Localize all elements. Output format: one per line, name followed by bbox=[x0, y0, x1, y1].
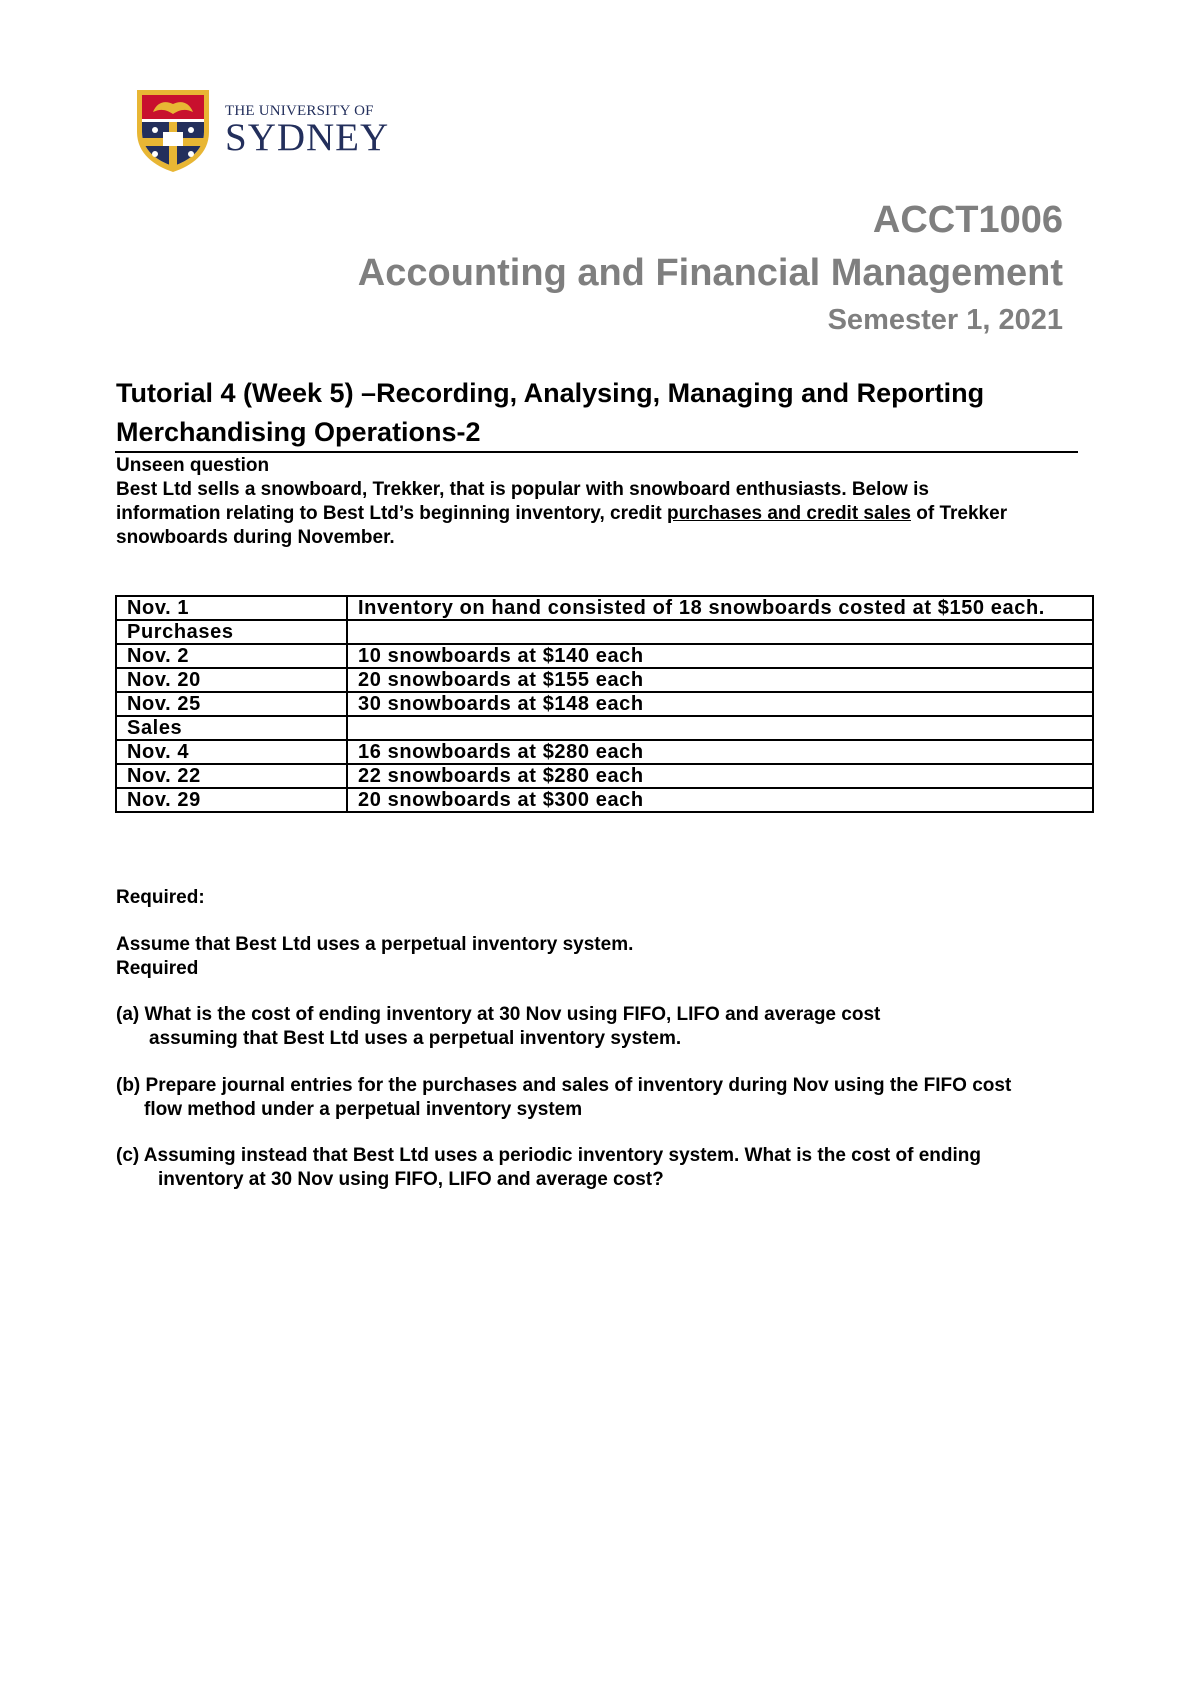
intro-paragraph bbox=[116, 454, 1076, 550]
semester: Semester 1, 2021 bbox=[827, 304, 1063, 336]
table-row bbox=[116, 788, 1093, 812]
table-cell-detail: Inventory on hand consisted of 18 snowboards costed at $150 each. bbox=[347, 596, 1093, 620]
table-row bbox=[116, 692, 1093, 716]
table-cell-date: Purchases bbox=[116, 620, 347, 644]
table-cell-detail: 30 snowboards at $148 each bbox=[347, 692, 1093, 716]
table-row bbox=[116, 740, 1093, 764]
question-a-line2: assuming that Best Ltd uses a perpetual inventory system. bbox=[149, 1028, 682, 1049]
intro-label: Unseen question bbox=[116, 455, 270, 476]
intro-line2-before: information relating to Best Ltd’s beginning inventory, credit bbox=[116, 503, 668, 524]
intro-line2 bbox=[116, 502, 1076, 526]
title-divider bbox=[115, 451, 1078, 453]
table-cell-detail: 16 snowboards at $280 each bbox=[347, 740, 1093, 764]
table-cell-detail: 20 snowboards at $155 each bbox=[347, 668, 1093, 692]
question-a-line1: (a) What is the cost of ending inventory at 30 Nov using FIFO, LIFO and average cost bbox=[116, 1004, 881, 1025]
table-row bbox=[116, 620, 1093, 644]
table-cell-date: Nov. 1 bbox=[116, 596, 347, 620]
intro-line3: snowboards during November. bbox=[116, 527, 395, 548]
table-row bbox=[116, 764, 1093, 788]
table-row bbox=[116, 668, 1093, 692]
question-b-line2: flow method under a perpetual inventory system bbox=[144, 1099, 583, 1120]
tutorial-title-line1: Tutorial 4 (Week 5) –Recording, Analysing, Managing and Reporting bbox=[116, 378, 985, 408]
course-code: ACCT1006 bbox=[872, 199, 1063, 241]
intro-underlined-text: purchases and credit sales bbox=[667, 503, 911, 524]
table-cell-date: Sales bbox=[116, 716, 347, 740]
table-cell-date: Nov. 20 bbox=[116, 668, 347, 692]
intro-line2-after: of Trekker bbox=[910, 503, 1008, 524]
logo-small-text: THE UNIVERSITY OF bbox=[225, 103, 374, 119]
question-b bbox=[116, 1074, 1011, 1122]
required-label: Required bbox=[116, 958, 199, 979]
table-cell-detail bbox=[347, 620, 1093, 644]
question-b-line1: (b) Prepare journal entries for the purchases and sales of inventory during Nov using the FIFO cost bbox=[116, 1075, 1012, 1096]
question-a bbox=[116, 1003, 880, 1051]
table-cell-date: Nov. 2 bbox=[116, 644, 347, 668]
table-cell-detail: 10 snowboards at $140 each bbox=[347, 644, 1093, 668]
table-cell-detail: 20 snowboards at $300 each bbox=[347, 788, 1093, 812]
table-row bbox=[116, 644, 1093, 668]
university-crest-icon bbox=[133, 86, 213, 174]
inventory-table bbox=[115, 595, 1094, 813]
table-cell-detail bbox=[347, 716, 1093, 740]
university-logo bbox=[133, 86, 389, 174]
table-cell-detail: 22 snowboards at $280 each bbox=[347, 764, 1093, 788]
tutorial-title bbox=[116, 374, 1078, 452]
table-cell-date: Nov. 22 bbox=[116, 764, 347, 788]
required-heading: Required: bbox=[116, 887, 205, 908]
logo-big-text: SYDNEY bbox=[225, 116, 390, 159]
table-row bbox=[116, 596, 1093, 620]
assumption-text: Assume that Best Ltd uses a perpetual inventory system. bbox=[116, 934, 634, 955]
table-cell-date: Nov. 4 bbox=[116, 740, 347, 764]
table-row bbox=[116, 716, 1093, 740]
table-cell-date: Nov. 29 bbox=[116, 788, 347, 812]
question-c-line2: inventory at 30 Nov using FIFO, LIFO and average cost? bbox=[158, 1169, 664, 1190]
table-cell-date: Nov. 25 bbox=[116, 692, 347, 716]
course-title: Accounting and Financial Management bbox=[357, 252, 1063, 294]
question-c-line1: (c) Assuming instead that Best Ltd uses a periodic inventory system. What is the cost of ending bbox=[116, 1145, 982, 1166]
question-c bbox=[116, 1144, 981, 1192]
tutorial-title-line2: Merchandising Operations-2 bbox=[116, 417, 481, 447]
intro-line1: Best Ltd sells a snowboard, Trekker, that is popular with snowboard enthusiasts. Below is bbox=[116, 479, 929, 500]
